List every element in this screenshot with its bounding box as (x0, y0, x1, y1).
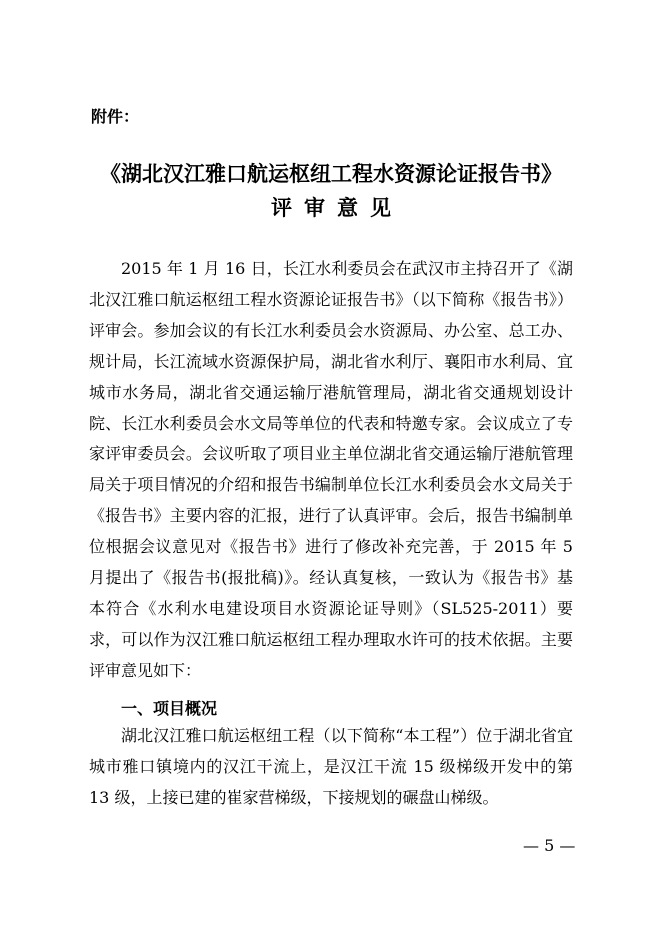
document-subtitle: 评审意见 (271, 195, 403, 220)
attachment-label: 附件： (91, 107, 140, 126)
section-heading-project-overview: 一、项目概况 (121, 699, 218, 718)
document-title: 《湖北汉江雅口航运枢纽工程水资源论证报告书》 (100, 161, 562, 186)
project-overview-paragraph: 湖北汉江雅口航运枢纽工程（以下简称“本工程”）位于湖北省宜城市雅口镇境内的汉江干流上，是汉江干流 15 级梯级开发中的第 13 级，上接已建的崔家营梯级，下接规划的碾盘山梯级。 (89, 726, 573, 807)
page-number: — 5 — (523, 836, 576, 855)
intro-paragraph: 2015 年 1 月 16 日，长江水利委员会在武汉市主持召开了《湖北汉江雅口航运枢纽工程水资源论证报告书》（以下简称《报告书》）评审会。参加会议的有长江水利委员会水资源局、办公室、总工办、规计局，长江流域水资源保护局，湖北省水利厅、襄阳市水利局、宜城市水务局，湖北省交通运输厅港航管理局，湖北省交通规划设计院、长江水利委员会水文局等单位的代表和特邀专家。会议成立了专家评审委员会。会议听取了项目业主单位湖北省交通运输厅港航管理局关于项目情况的介绍和报告书编制单位长江水利委员会水文局关于《报告书》主要内容的汇报，进行了认真评审。会后，报告书编制单位根据会议意见对《报告书》进行了修改补充完善，于 2015 年 5 月提出了《报告书(报批稿)》。经认真复核，一致认为《报告书》基本符合《水利水电建设项目水资源论证导则》（SL525-2011）要求，可以作为汉江雅口航运枢纽工程办理取水许可的技术依据。主要评审意见如下： (89, 259, 573, 680)
